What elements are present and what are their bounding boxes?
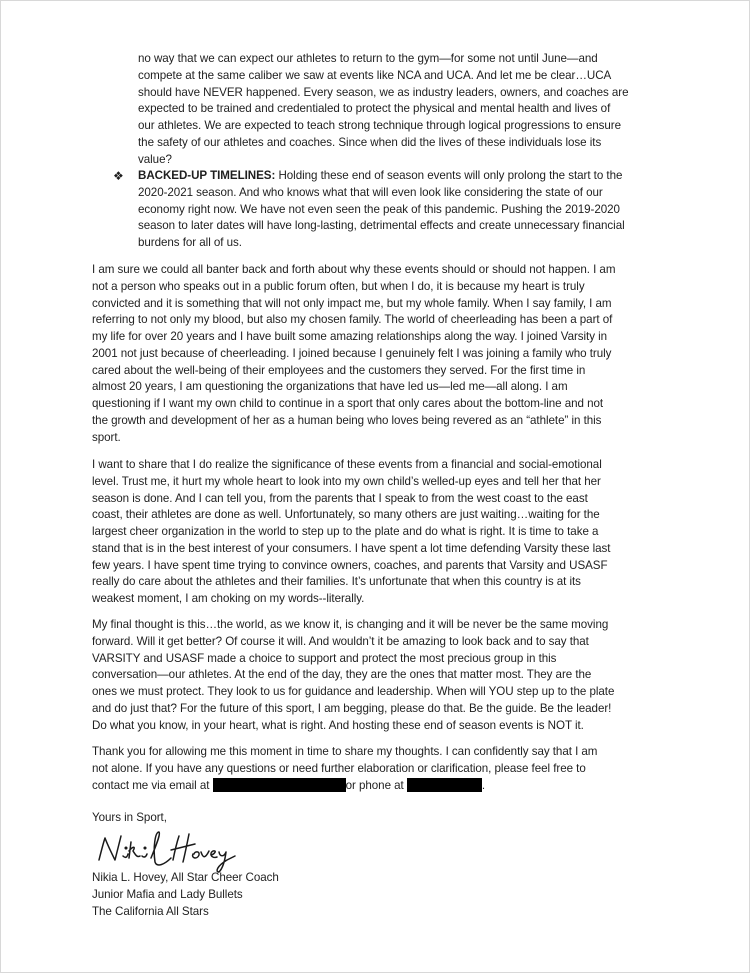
signature-stroke bbox=[99, 836, 121, 860]
paragraph-3 bbox=[92, 617, 662, 734]
text-line: Do what you know, in your heart, what is right. And hosting these end of season events is NOT it. bbox=[92, 718, 584, 732]
text-line: the safety of our athletes and coaches. Since when did the lives of these individuals lose its bbox=[138, 135, 602, 149]
text-line: and do just that? For the future of this sport, I am begging, please do that. Be the guide. Be the leader! bbox=[92, 701, 612, 715]
text-line: economy right now. We have not even seen the peak of this pandemic. Pushing the 2019-2020 bbox=[138, 202, 620, 216]
contact-suffix: . bbox=[481, 778, 486, 792]
text-line: I am sure we could all banter back and forth about why these events should or should not happen. I am bbox=[92, 263, 616, 276]
text-line: sport. bbox=[92, 430, 121, 444]
text-line: not a person who speaks out in a public forum often, but when I do, it is because my heart is truly bbox=[92, 279, 585, 293]
signature-dot bbox=[125, 847, 127, 849]
text-line: season to later dates will have long-lasting, detrimental effects and create unnecessary financial bbox=[138, 219, 625, 233]
text-line: conversation—our athletes. At the end of the day, they are the ones that matter most. They are the bbox=[92, 668, 592, 682]
text-line: 2001 not just because of cheerleading. I joined because I genuinely felt I was joining a family who truly bbox=[92, 346, 612, 360]
signature-dot bbox=[144, 847, 146, 849]
redacted-phone bbox=[407, 778, 482, 792]
signature-stroke bbox=[193, 851, 235, 872]
text-line: ones we must protect. They look to us for guidance and leadership. When will YOU step up to the plate bbox=[92, 685, 615, 698]
text-line: convicted and it is something that will not only impact me, but my whole family. When I say family, I am bbox=[92, 296, 612, 310]
bullet-heading: BACKED-UP TIMELINES: bbox=[138, 169, 276, 182]
text-line: burdens for all of us. bbox=[138, 236, 242, 249]
text-line: questioning if I want my own child to continue in a sport that only cares about the bottom-line and not bbox=[92, 397, 604, 410]
salutation-text: Yours in Sport, bbox=[92, 811, 167, 824]
text-line: cared about the well-being of their employees and the customers they served. For the first time in bbox=[92, 363, 586, 377]
signer-teams: Junior Mafia and Lady Bullets bbox=[92, 887, 243, 901]
signature-stroke bbox=[151, 832, 171, 865]
paragraph-4 bbox=[92, 744, 662, 794]
contact-prefix: contact me via email at bbox=[92, 778, 213, 792]
signer-name: Nikia L. Hovey, All Star Cheer Coach bbox=[92, 871, 279, 884]
text-line: value? bbox=[138, 152, 172, 166]
paragraph-2 bbox=[92, 457, 662, 608]
contact-line bbox=[92, 778, 662, 795]
text-line: should have NEVER happened. Every season, we as industry leaders, owners, and coaches are bbox=[138, 85, 629, 99]
paragraph-1 bbox=[92, 262, 662, 446]
signer-block bbox=[92, 870, 662, 920]
text-line: almost 20 years, I am questioning the organizations that have led us—led me—all along. I am bbox=[92, 380, 568, 394]
text-line: coast, their athletes are done as well. Unfortunately, so many others are just waiting…waiting for the bbox=[92, 508, 600, 522]
text-line: largest cheer organization in the world to step up to the plate and do what is right. It is time to take a bbox=[92, 525, 599, 538]
signature-stroke bbox=[171, 834, 195, 862]
handwritten-signature bbox=[93, 824, 273, 876]
text-line: level. Trust me, it hurt my whole heart to look into my own child’s welled-up eyes and tell her that her bbox=[92, 474, 601, 488]
text-line: not alone. If you have any questions or need further elaboration or clarification, please feel free to bbox=[92, 761, 586, 775]
text-line: really do care about the athletes and their families. It’s unfortunate that when this country is at its bbox=[92, 575, 581, 589]
text-line: few years. I have spent time trying to convince owners, coaches, and parents that Varsity and USASF bbox=[92, 558, 608, 572]
bullet-first-line: Holding these end of season events will only prolong the start to the bbox=[275, 169, 623, 182]
text-line: I want to share that I do realize the significance of these events from a financial and social-emotional bbox=[92, 458, 602, 471]
text-line: forward. Will it get better? Of course it will. And wouldn’t it be amazing to look back and to say that bbox=[92, 634, 589, 648]
text-line: Thank you for allowing me this moment in time to share my thoughts. I can confidently say that I am bbox=[92, 745, 598, 758]
signature-stroke bbox=[123, 842, 147, 858]
diamond-bullet-icon: ❖ bbox=[113, 169, 124, 183]
text-line: no way that we can expect our athletes to return to the gym—for some not until June—and bbox=[138, 52, 598, 65]
text-line: the growth and development of her as a human being who loves being revered as an “athlete” in this bbox=[92, 413, 602, 427]
text-line: stand that is in the best interest of your consumers. I have spent a lot time defending Varsity these last bbox=[92, 541, 611, 555]
text-line: weakest moment, I am choking on my words--literally. bbox=[92, 592, 365, 605]
text-line: compete at the same caliber we saw at events like NCA and UCA. And let me be clear…UCA bbox=[138, 68, 612, 82]
text-line: my life for over 20 years and I have built some amazing relationships along the way. I joined Varsity in bbox=[92, 330, 608, 343]
text-line: 2020-2021 season. And who knows what that will even look like considering the state of our bbox=[138, 185, 603, 199]
signer-gym: The California All Stars bbox=[92, 904, 209, 918]
text-line: referring to not only my blood, but also my chosen family. The world of cheerleading has been a part of bbox=[92, 313, 613, 327]
text-line: season is done. And I can tell you, from the parents that I speak to from the west coast to the east bbox=[92, 491, 588, 505]
contact-middle: or phone at bbox=[345, 778, 407, 792]
text-line: our athletes. We are expected to teach strong technique through logical progressions to ensure bbox=[138, 119, 621, 132]
text-line: VARSITY and USASF made a choice to support and protect the most precious group in this bbox=[92, 651, 557, 665]
bullet-backed-up-timelines bbox=[113, 168, 658, 252]
redacted-email bbox=[213, 778, 346, 792]
text-line: My final thought is this…the world, as we know it, is changing and it will be never be the same moving bbox=[92, 618, 609, 631]
continued-bullet-text bbox=[138, 51, 658, 168]
text-line: expected to be trained and credentialed to protect the physical and mental health and lives of bbox=[138, 102, 611, 116]
